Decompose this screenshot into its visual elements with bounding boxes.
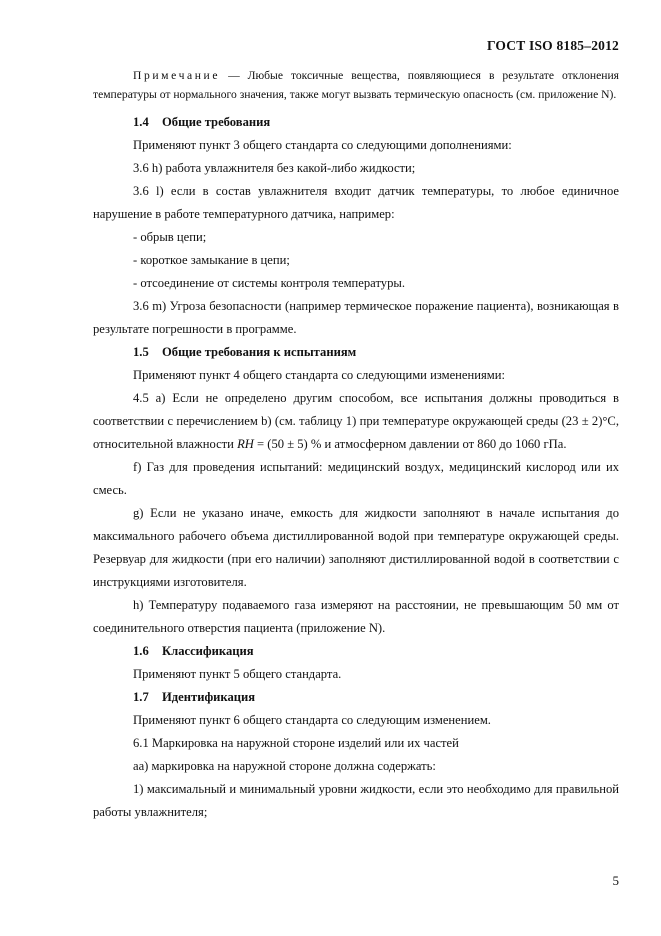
section-title: Идентификация	[162, 690, 256, 704]
text-run: 4.5 a) Если не определено другим способом, все испытания должны проводиться в соответствии с перечислением b) (см. таблицу 1) при температуре окружающей среды (23 ± 2)°С, относительной влажности	[93, 391, 619, 451]
paragraph: 6.1 Маркировка на наружной стороне изделий или их частей	[133, 736, 459, 750]
section-title: Общие требования к испытаниям	[162, 345, 357, 359]
paragraph: Применяют пункт 5 общего стандарта.	[133, 667, 342, 681]
section-1-5-heading	[93, 341, 619, 364]
paragraph: 3.6 h) работа увлажнителя без какой-либо жидкости;	[133, 161, 416, 175]
paragraph: 3.6 l) если в состав увлажнителя входит датчик температуры, то любое единичное нарушение в работе температурного датчика, например:	[93, 184, 619, 221]
page-content	[93, 66, 619, 824]
paragraph: аа) маркировка на наружной стороне должна содержать:	[133, 759, 436, 773]
paragraph: 1) максимальный и минимальный уровни жидкости, если это необходимо для правильной работы увлажнителя;	[93, 782, 619, 819]
list-item: - обрыв цепи;	[133, 230, 207, 244]
note-paragraph	[93, 66, 619, 104]
section-number: 1.4	[133, 115, 149, 129]
section-1-6-heading	[93, 640, 619, 663]
rh-symbol: RH	[237, 437, 254, 451]
section-title: Классификация	[162, 644, 254, 658]
paragraph: Применяют пункт 4 общего стандарта со следующими изменениями:	[133, 368, 505, 382]
section-number: 1.7	[133, 690, 149, 704]
paragraph: h) Температуру подаваемого газа измеряют на расстоянии, не превышающим 50 мм от соединительного отверстия пациента (приложение N).	[93, 598, 619, 635]
section-1-7-heading	[93, 686, 619, 709]
section-1-4-heading	[93, 111, 619, 134]
document-header: ГОСТ ISO 8185–2012	[486, 38, 619, 53]
paragraph: f) Газ для проведения испытаний: медицинский воздух, медицинский кислород или их смесь.	[93, 460, 619, 497]
page-number: 5	[612, 873, 619, 888]
note-text: — Любые токсичные вещества, появляющиеся в результате отклонения температуры от нормального значения, также могут вызвать термическую опасность (см. приложение N).	[93, 69, 619, 101]
list-item: - короткое замыкание в цепи;	[133, 253, 290, 267]
section-number: 1.5	[133, 345, 149, 359]
list-item: - отсоединение от системы контроля температуры.	[133, 276, 405, 290]
paragraph: Применяют пункт 6 общего стандарта со следующим изменением.	[133, 713, 491, 727]
paragraph: g) Если не указано иначе, емкость для жидкости заполняют в начале испытания до максимального рабочего объема дистиллированной водой при температуре окружающей среды. Резервуар для жидкости (при его наличии) заполняют дистиллированной водой в соответствии с инструкциями изготовителя.	[93, 506, 619, 589]
paragraph-4-5a	[93, 387, 619, 456]
section-number: 1.6	[133, 644, 149, 658]
paragraph: Применяют пункт 3 общего стандарта со следующими дополнениями:	[133, 138, 512, 152]
paragraph: 3.6 m) Угроза безопасности (например термическое поражение пациента), возникающая в результате погрешности в программе.	[93, 299, 619, 336]
section-title: Общие требования	[162, 115, 271, 129]
text-run: = (50 ± 5) % и атмосферном давлении от 860 до 1060 гПа.	[253, 437, 567, 451]
note-label: Примечание	[133, 69, 221, 82]
